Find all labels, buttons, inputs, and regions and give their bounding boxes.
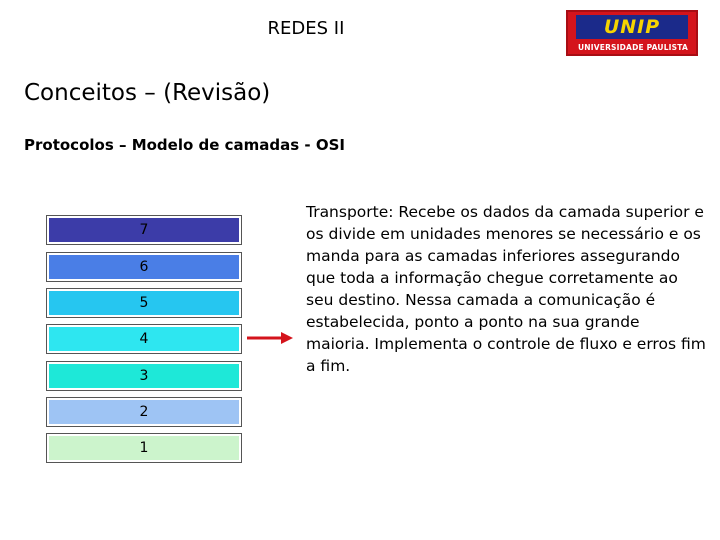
right-arrow-icon (247, 330, 293, 346)
osi-layer-2: 2 (46, 397, 242, 427)
logo-main-text: UNIP (576, 15, 688, 39)
osi-layer-4: 4 (46, 324, 242, 354)
osi-layer-7: 7 (46, 215, 242, 245)
unip-logo (566, 10, 698, 56)
osi-layer-5: 5 (46, 288, 242, 318)
osi-layer-6: 6 (46, 252, 242, 282)
transport-layer-description: Transporte: Recebe os dados da camada superior e os divide em unidades menores se necessário e os manda para as camadas inferiores assegurando que toda a informação chegue corretamente ao seu destino. Nessa camada a comunicação é estabelecida, ponto a ponto na sua grande maioria. Implementa o controle de fluxo e erros fim a fim. (306, 203, 706, 375)
logo-sub-text: UNIVERSIDADE PAULISTA (577, 43, 689, 52)
osi-layer-3: 3 (46, 361, 242, 391)
slide-header-title: REDES II (267, 18, 345, 39)
osi-layer-1: 1 (46, 433, 242, 463)
section-title: Conceitos – (Revisão) (24, 80, 271, 106)
subtitle: Protocolos – Modelo de camadas - OSI (24, 136, 345, 154)
arrow-head (281, 332, 293, 344)
